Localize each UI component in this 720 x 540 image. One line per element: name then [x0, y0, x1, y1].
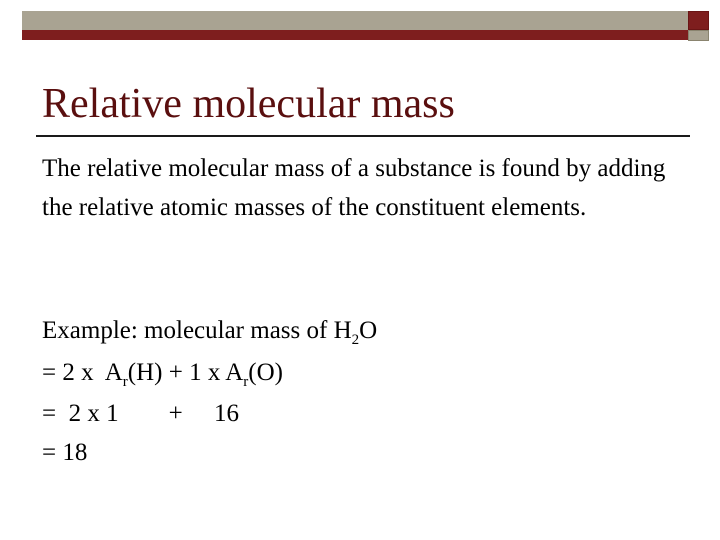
example-intro-suffix: O — [359, 317, 378, 344]
slide-title: Relative molecular mass — [42, 81, 455, 127]
slide-description: The relative molecular mass of a substance is found by adding the relative atomic masses of the constituent elements. — [42, 155, 666, 221]
line2-part1: = 2 x A — [42, 358, 123, 386]
subscript-r-1: r — [122, 373, 128, 390]
top-bar-red — [22, 30, 688, 40]
title-divider — [36, 135, 690, 137]
decorative-square-grey — [688, 30, 709, 41]
example-line-1 — [42, 312, 377, 354]
line2-part2: (H) + 1 x A — [127, 358, 244, 386]
decorative-top-bar — [22, 11, 688, 40]
top-bar-grey — [22, 11, 688, 30]
subscript-2: 2 — [351, 332, 360, 348]
example-line-3: = 2 x 1 + 16 — [42, 400, 239, 427]
line2-part3: (O) — [248, 358, 283, 386]
example-block — [42, 312, 377, 472]
subscript-r-2: r — [243, 373, 249, 390]
example-line-4: = 18 — [42, 438, 88, 466]
example-intro-text: Example: molecular mass of H — [42, 317, 352, 344]
example-line-2 — [42, 354, 377, 396]
decorative-square-red — [688, 11, 709, 30]
